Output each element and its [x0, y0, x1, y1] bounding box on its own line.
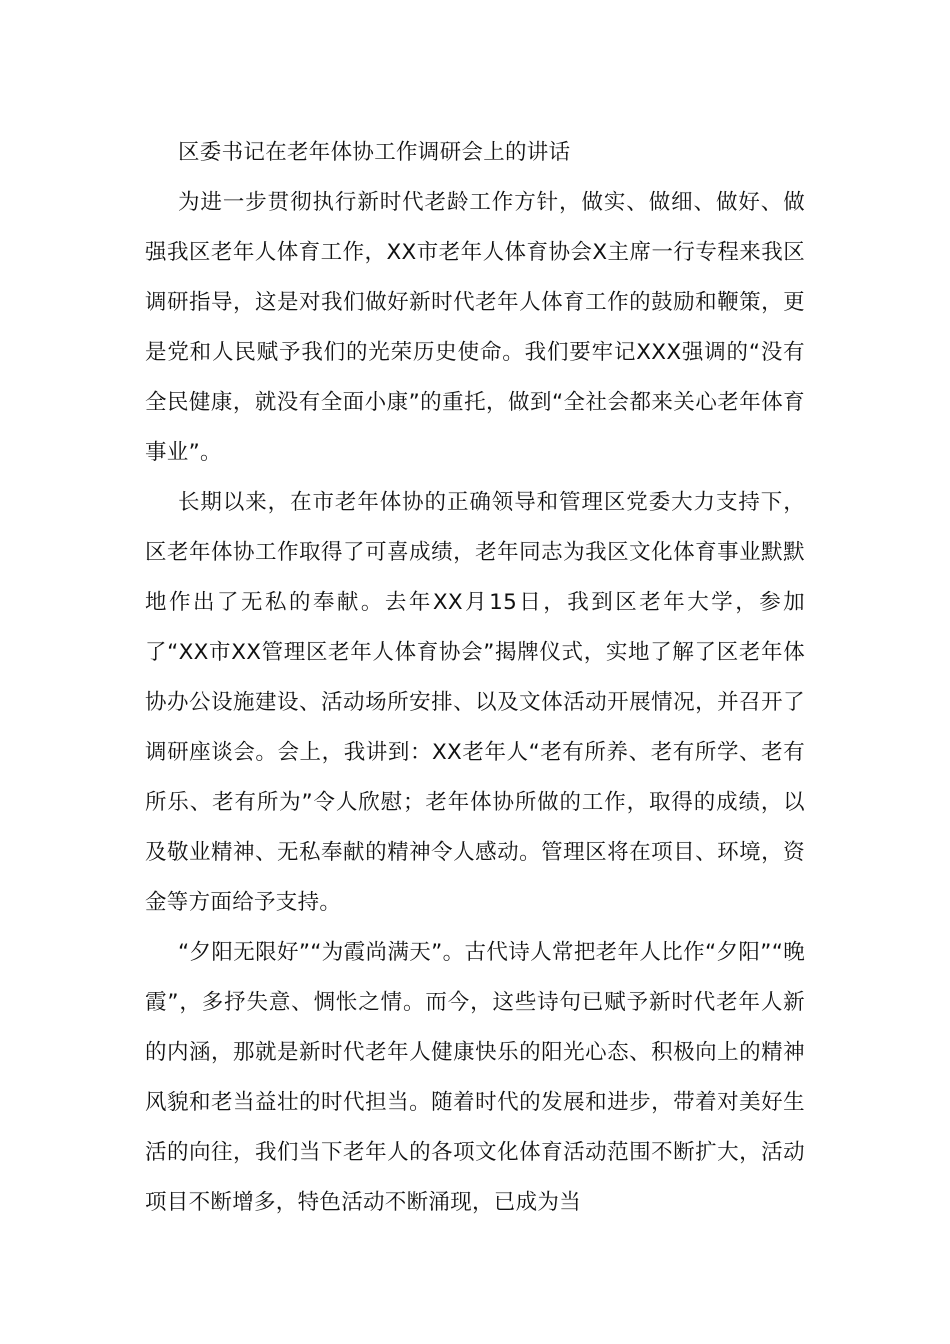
paragraph-2: 长期以来，在市老年体协的正确领导和管理区党委大力支持下，区老年体协工作取得了可喜成绩，老年同志为我区文化体育事业默默地作出了无私的奉献。去年XX月15日，我到区老年大学，参加了“XX市XX管理区老年人体育协会”揭牌仪式，实地了解了区老年体协办公设施建设、活动场所安排、以及文体活动开展情况，并召开了调研座谈会。会上，我讲到：XX老年人“老有所养、老有所学、老有所乐、老有所为”令人欣慰；老年体协所做的工作，取得的成绩，以及敬业精神、无私奉献的精神令人感动。管理区将在项目、环境，资金等方面给予支持。 [145, 490, 805, 915]
paragraph-3: “夕阳无限好”“为霞尚满天”。古代诗人常把老年人比作“夕阳”“晚霞”，多抒失意、惆怅之情。而今，这些诗句已赋予新时代老年人新的内涵，那就是新时代老年人健康快乐的阳光心态、积极向上的精神风貌和老当益壮的时代担当。随着时代的发展和进步，带着对美好生活的向往，我们当下老年人的各项文化体育活动范围不断扩大，活动项目不断增多，特色活动不断涌现，已成为当 [145, 940, 805, 1215]
paragraph-1: 为进一步贯彻执行新时代老龄工作方针，做实、做细、做好、做强我区老年人体育工作，XX市老年人体育协会X主席一行专程来我区调研指导，这是对我们做好新时代老年人体育工作的鼓励和鞭策，更是党和人民赋予我们的光荣历史使命。我们要牢记XXX强调的“没有全民健康，就没有全面小康”的重托，做到“全社会都来关心老年体育事业”。 [145, 190, 805, 465]
document-body [145, 128, 805, 1228]
document-title: 区委书记在老年体协工作调研会上的讲话 [178, 140, 571, 165]
